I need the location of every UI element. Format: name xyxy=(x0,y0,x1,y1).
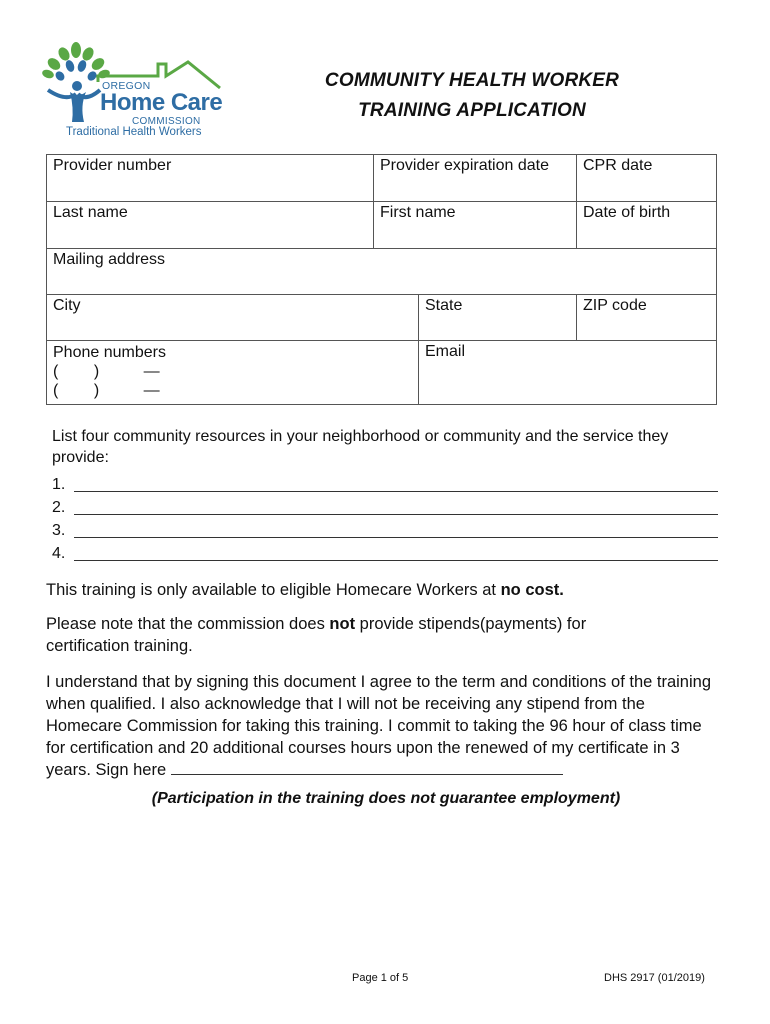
provider-expiration-field[interactable] xyxy=(374,155,577,202)
cpr-date-label: CPR date xyxy=(583,157,653,174)
home-care-commission-logo xyxy=(40,42,225,142)
mailing-address-field[interactable] xyxy=(47,249,717,295)
resource-number: 1. xyxy=(52,476,66,493)
city-label: City xyxy=(53,297,81,314)
eligibility-bold: no cost. xyxy=(500,581,564,599)
cpr-date-field[interactable] xyxy=(577,155,717,202)
employment-disclaimer: (Participation in the training does not guarantee employment) xyxy=(151,790,621,807)
resource-line[interactable] xyxy=(46,520,718,541)
email-field[interactable] xyxy=(419,341,717,405)
page-title xyxy=(292,66,652,126)
contact-info-table xyxy=(46,294,717,405)
phone-numbers-field[interactable] xyxy=(47,341,419,405)
resource-number: 4. xyxy=(52,545,66,562)
email-label: Email xyxy=(425,343,466,360)
title-line-1: COMMUNITY HEALTH WORKER xyxy=(324,70,620,91)
signature-line[interactable] xyxy=(171,760,563,775)
stipend-note-bold: not xyxy=(329,615,356,633)
state-field[interactable] xyxy=(419,295,577,341)
logo-commission-text: COMMISSION xyxy=(132,116,201,127)
logo-subtitle: Traditional Health Workers xyxy=(66,126,202,138)
logo-home-care-text: Home Care xyxy=(100,89,223,116)
title-line-2: TRAINING APPLICATION xyxy=(358,100,586,121)
form-id: DHS 2917 (01/2019) xyxy=(604,972,705,984)
eligibility-text: This training is only available to eligible Homecare Workers at xyxy=(46,581,501,599)
mailing-address-label: Mailing address xyxy=(53,251,166,268)
agreement-text: I understand that by signing this document I agree to the term and conditions of the training when qualified. I also acknowledge that I will not be receiving any stipend from the Homecare Commission for taking this training. I commit to taking the 96 hour of class time for certification and 20 additional courses hours upon the renewed of my certificate in 3 years. Sign here xyxy=(46,673,711,779)
phone-line-1: ( ) — xyxy=(53,363,160,380)
resource-number: 2. xyxy=(52,499,66,516)
phone-numbers-label: Phone numbers xyxy=(53,344,166,361)
first-name-field[interactable] xyxy=(374,202,577,249)
resource-line[interactable] xyxy=(46,497,718,518)
community-resources-section xyxy=(46,426,718,562)
provider-number-label: Provider number xyxy=(53,157,172,174)
agreement-paragraph xyxy=(46,671,718,781)
date-of-birth-field[interactable] xyxy=(577,202,717,249)
resource-line[interactable] xyxy=(46,543,718,564)
applicant-info-table xyxy=(46,154,717,295)
stipend-note-text-end: provide stipends(payments) for certification training. xyxy=(46,615,587,655)
stipend-note-text: Please note that the commission does xyxy=(46,615,330,633)
resources-prompt: List four community resources in your neighborhood or community and the service they provide: xyxy=(52,428,669,466)
last-name-field[interactable] xyxy=(47,202,374,249)
zip-code-label: ZIP code xyxy=(583,297,647,314)
city-field[interactable] xyxy=(47,295,419,341)
state-label: State xyxy=(425,297,463,314)
date-of-birth-label: Date of birth xyxy=(583,204,671,221)
resource-number: 3. xyxy=(52,522,66,539)
logo-oregon-text: OREGON xyxy=(102,80,151,92)
stipend-note-paragraph xyxy=(46,613,666,657)
phone-line-2: ( ) — xyxy=(53,382,160,399)
eligibility-paragraph xyxy=(46,579,726,601)
provider-number-field[interactable] xyxy=(47,155,374,202)
page-number: Page 1 of 5 xyxy=(352,972,409,984)
zip-code-field[interactable] xyxy=(577,295,717,341)
resource-line[interactable] xyxy=(46,474,718,495)
last-name-label: Last name xyxy=(53,204,128,221)
first-name-label: First name xyxy=(380,204,456,221)
provider-expiration-label: Provider expiration date xyxy=(380,157,549,174)
